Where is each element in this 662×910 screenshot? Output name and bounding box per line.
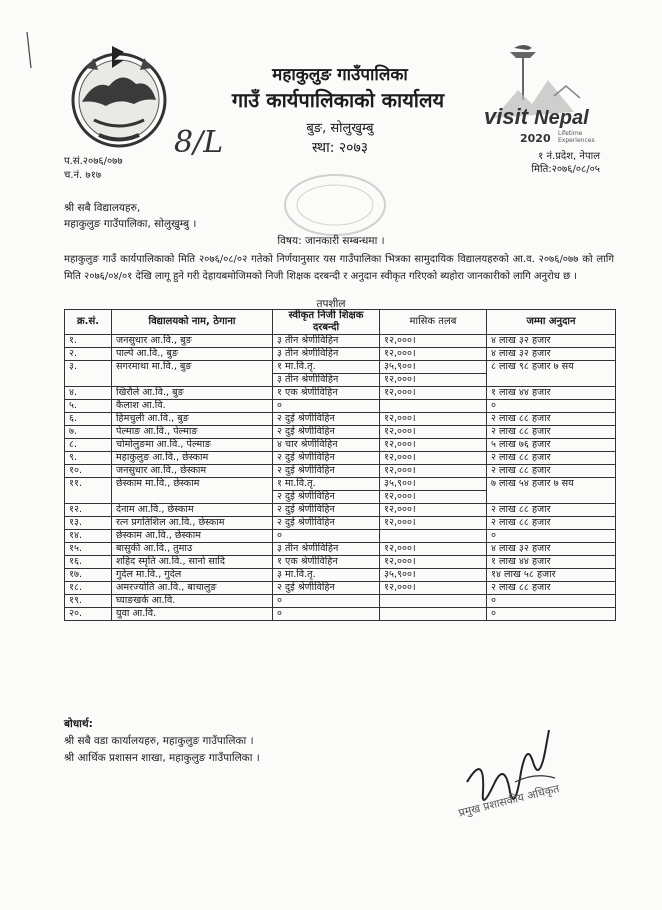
cell-school: सगरमाथा मा.वि., बुङ: [112, 361, 273, 387]
cell-posts: २ दुई श्रेणीविहिन: [273, 582, 380, 595]
visit-tagline: [558, 130, 595, 144]
cell-serial: २०.: [65, 608, 112, 621]
cell-salary: १२,०००।: [380, 387, 487, 400]
cell-salary: १२,०००।: [380, 543, 487, 556]
handwritten-number-mark: [168, 118, 238, 168]
cell-posts: १ मा.वि.तृ.: [273, 361, 380, 374]
cell-salary: १२,०००।: [380, 348, 487, 361]
cell-school: खिरौले आ.वि., बुङ: [112, 387, 273, 400]
handwritten-text: 8/L: [174, 125, 224, 160]
table-row: [65, 387, 616, 400]
tagline-line1: Lifetime: [558, 130, 583, 137]
cell-posts: २ दुई श्रेणीविहिन: [273, 413, 380, 426]
tagline-line2: Experiences: [558, 137, 595, 144]
cell-serial: १.: [65, 335, 112, 348]
cell-posts: ३ मा.वि.तृ.: [273, 569, 380, 582]
cell-posts: १ मा.वि.तृ.: [273, 478, 380, 491]
cell-posts: ०: [273, 530, 380, 543]
nepal-emblem-icon: [64, 40, 174, 155]
visit-year: 2020: [520, 132, 551, 145]
cell-total: ८ लाख ९८ हजार ७ सय: [487, 361, 616, 387]
cell-posts: ३ तीन श्रेणीविहिन: [273, 543, 380, 556]
cell-serial: ८.: [65, 439, 112, 452]
table-title: तपशील: [316, 298, 346, 310]
cell-serial: ६.: [65, 413, 112, 426]
table-row: [65, 361, 616, 374]
letter-subject: विषय: जानकारी सम्बन्धमा ।: [277, 235, 385, 247]
cell-serial: १९.: [65, 595, 112, 608]
cell-serial: १४.: [65, 530, 112, 543]
cell-posts: २ दुई श्रेणीविहिन: [273, 426, 380, 439]
cell-salary: १२,०००।: [380, 556, 487, 569]
nepal-word: Nepal: [534, 107, 589, 129]
cell-salary: १२,०००।: [380, 465, 487, 478]
table-row: [65, 426, 616, 439]
cell-salary: ३५,९००।: [380, 478, 487, 491]
cell-total: ७ लाख ५४ हजार ७ सय: [487, 478, 616, 504]
cell-total: ०: [487, 608, 616, 621]
cell-serial: ३.: [65, 361, 112, 387]
cell-serial: ९.: [65, 452, 112, 465]
table-row: [65, 569, 616, 582]
cell-serial: १५.: [65, 543, 112, 556]
municipality-name: महाकुलुङ गाउँपालिका: [272, 65, 408, 85]
table-row: [65, 400, 616, 413]
cell-school: जनसुधार आ.वि., बुङ: [112, 335, 273, 348]
footer-block: [64, 716, 260, 767]
dispatch-number: च.नं. ७१७: [64, 170, 102, 181]
cell-salary: १२,०००।: [380, 413, 487, 426]
cell-school: पाल्पे आ.वि., बुङ: [112, 348, 273, 361]
cell-total: २ लाख ८८ हजार: [487, 426, 616, 439]
table-row: [65, 543, 616, 556]
cell-school: अमरज्योति आ.वि., बाचालुङ: [112, 582, 273, 595]
cell-school: महाकुलुङ आ.वि., छेस्काम: [112, 452, 273, 465]
cell-salary: ३५,९००।: [380, 569, 487, 582]
cell-total: ४ लाख ३२ हजार: [487, 335, 616, 348]
cell-salary: ३५,९००।: [380, 361, 487, 374]
cell-posts: २ दुई श्रेणीविहिन: [273, 491, 380, 504]
cell-salary: १२,०००।: [380, 335, 487, 348]
table-row: [65, 517, 616, 530]
cell-school: कैलाश आ.वि.: [112, 400, 273, 413]
table-header-row: [65, 310, 616, 335]
visit-word: visit: [484, 104, 529, 129]
cell-salary: १२,०००।: [380, 582, 487, 595]
cell-salary: १२,०००।: [380, 517, 487, 530]
cell-posts: ३ तीन श्रेणीविहिन: [273, 348, 380, 361]
cell-total: १ लाख ४४ हजार: [487, 387, 616, 400]
cell-salary: [380, 400, 487, 413]
established-year: स्था: २०७३: [311, 140, 369, 156]
table-row: [65, 335, 616, 348]
grant-table: [64, 309, 616, 621]
cell-school: शहिद स्मृति आ.वि., सानो सादि: [112, 556, 273, 569]
table-row: [65, 595, 616, 608]
cell-school: जनसुधार आ.वि., छेस्काम: [112, 465, 273, 478]
cell-salary: १२,०००।: [380, 491, 487, 504]
cell-total: २ लाख ८८ हजार: [487, 465, 616, 478]
cell-posts: १ एक श्रेणीविहिन: [273, 556, 380, 569]
office-name: गाउँ कार्यपालिकाको कार्यालय: [231, 88, 445, 112]
cell-salary: १२,०००।: [380, 426, 487, 439]
signature-block: [455, 722, 605, 832]
table-row: [65, 465, 616, 478]
addressee-line1: श्री सबै विद्यालयहरु,: [64, 202, 141, 214]
table-row: [65, 582, 616, 595]
visit-nepal-logo: [484, 40, 604, 152]
cell-total: ५ लाख ७६ हजार: [487, 439, 616, 452]
right-info: [510, 150, 600, 176]
cell-posts: २ दुई श्रेणीविहिन: [273, 452, 380, 465]
cell-posts: ४ चार श्रेणीविहिन: [273, 439, 380, 452]
cell-serial: १८.: [65, 582, 112, 595]
cell-salary: १२,०००।: [380, 374, 487, 387]
cell-serial: ११.: [65, 478, 112, 504]
faint-office-stamp-icon: [280, 170, 390, 240]
cell-salary: [380, 595, 487, 608]
header-serial: क्र.सं.: [65, 310, 112, 335]
cell-salary: १२,०००।: [380, 439, 487, 452]
table-row: [65, 504, 616, 517]
addressee-line2: महाकुलुङ गाउँपालिका, सोलुखुम्बु ।: [64, 218, 197, 230]
letter-date: मिति:२०७६/०८/०५: [531, 164, 600, 175]
cell-total: १ लाख ४४ हजार: [487, 556, 616, 569]
table-row: [65, 478, 616, 491]
cell-posts: ३ तीन श्रेणीविहिन: [273, 335, 380, 348]
province-label: १ नं.प्रदेश, नेपाल: [538, 151, 600, 162]
cell-posts: ०: [273, 400, 380, 413]
cell-total: ४ लाख ३२ हजार: [487, 543, 616, 556]
cell-posts: २ दुई श्रेणीविहिन: [273, 504, 380, 517]
cell-posts: १ एक श्रेणीविहिन: [273, 387, 380, 400]
cell-school: देनाम आ.वि., छेस्काम: [112, 504, 273, 517]
cell-serial: ४.: [65, 387, 112, 400]
reference-number: प.सं.२०७६/०७७: [64, 156, 123, 167]
cell-serial: १२.: [65, 504, 112, 517]
cell-school: गुदेल मा.वि., गुदेल: [112, 569, 273, 582]
table-row: [65, 556, 616, 569]
cell-posts: २ दुई श्रेणीविहिन: [273, 465, 380, 478]
cc-line1: श्री सबै वडा कार्यालयहरु, महाकुलुङ गाउँपालिका ।: [64, 735, 254, 747]
bodhartha-label: बोधार्थ:: [64, 718, 93, 730]
table-row: [65, 348, 616, 361]
cell-total: ०: [487, 530, 616, 543]
cell-salary: १२,०००।: [380, 504, 487, 517]
cell-total: २ लाख ८८ हजार: [487, 582, 616, 595]
table-row: [65, 413, 616, 426]
cell-school: बासुकी आ.वि., तुमाउ: [112, 543, 273, 556]
cell-total: २ लाख ८८ हजार: [487, 452, 616, 465]
cell-school: हिमचुली आ.वि., बुङ: [112, 413, 273, 426]
reference-block: [64, 155, 123, 183]
cell-school: चोमोलुङमा आ.वि., पेल्माङ: [112, 439, 273, 452]
cell-total: ०: [487, 400, 616, 413]
header-total: जम्मा अनुदान: [487, 310, 616, 335]
table-row: [65, 439, 616, 452]
cell-posts: २ दुई श्रेणीविहिन: [273, 517, 380, 530]
signatory-title: प्रमुख प्रशासकीय अधिकृत: [457, 781, 561, 820]
cell-serial: १७.: [65, 569, 112, 582]
cell-serial: ७.: [65, 426, 112, 439]
office-location: बुङ, सोलुखुम्बु: [306, 121, 374, 136]
cell-salary: १२,०००।: [380, 452, 487, 465]
cell-serial: २.: [65, 348, 112, 361]
letter-body: महाकुलुङ गाउँ कार्यपालिकाको मिति २०७६/०८/०२ गतेको निर्णयानुसार यस गाउँपालिका भित्रका सामुदायिक विद्यालयहरुको आ.व. २०७६/०७७ को लागि मिति २०७६/०४/०१ देखि लागू हुने गरी देहायबमोजिमको निजी शिक्षक दरबन्दी र अनुदान स्वीकृत गरिएको ब्यहोरा जानकारीको लागि अनुरोध छ ।: [64, 254, 614, 282]
cell-school: युवा आ.वि.: [112, 608, 273, 621]
cell-posts: ०: [273, 595, 380, 608]
cell-school: रत्न प्रगतिशिल आ.वि., छेस्काम: [112, 517, 273, 530]
cell-salary: [380, 530, 487, 543]
cell-total: २ लाख ८८ हजार: [487, 517, 616, 530]
cell-serial: १०.: [65, 465, 112, 478]
table-row: [65, 530, 616, 543]
cell-total: २ लाख ८८ हजार: [487, 504, 616, 517]
header-school: विद्यालयको नाम, ठेगाना: [112, 310, 273, 335]
cell-salary: [380, 608, 487, 621]
header-salary: मासिक तलब: [380, 310, 487, 335]
table-row: [65, 608, 616, 621]
cell-serial: ५.: [65, 400, 112, 413]
table-row: [65, 452, 616, 465]
cell-total: १४ लाख ५८ हजार: [487, 569, 616, 582]
margin-pen-mark: [24, 30, 34, 70]
cell-school: छेस्काम मा.वि., छेस्काम: [112, 478, 273, 504]
cell-total: ४ लाख ३२ हजार: [487, 348, 616, 361]
cell-serial: १३.: [65, 517, 112, 530]
cell-school: पेल्माङ आ.वि., पेल्माङ: [112, 426, 273, 439]
cell-total: २ लाख ८८ हजार: [487, 413, 616, 426]
cell-posts: ३ तीन श्रेणीविहिन: [273, 374, 380, 387]
cc-line2: श्री आर्थिक प्रशासन शाखा, महाकुलुङ गाउँपालिका ।: [64, 752, 260, 764]
cell-total: ०: [487, 595, 616, 608]
addressee-block: [64, 200, 196, 232]
cell-school: छेस्काम आ.वि., छेस्काम: [112, 530, 273, 543]
cell-school: घ्याङखर्क आ.वि.: [112, 595, 273, 608]
header-posts: स्वीकृत निजी शिक्षक दरबन्दी: [273, 310, 380, 335]
cell-serial: १६.: [65, 556, 112, 569]
cell-posts: ०: [273, 608, 380, 621]
